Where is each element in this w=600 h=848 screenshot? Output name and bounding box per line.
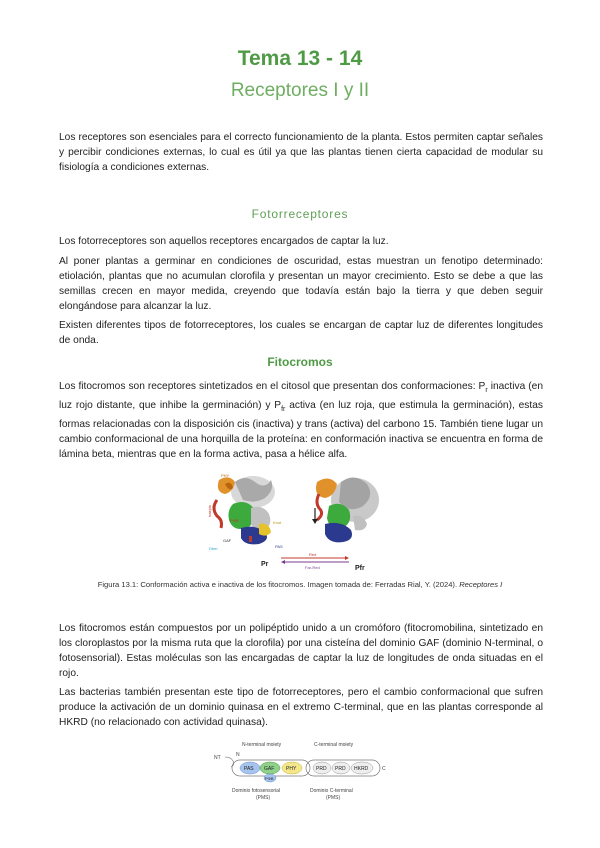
label-gaf: GAF	[223, 538, 232, 543]
pfr-structure	[312, 477, 379, 542]
label-dominio-fotosensorial: Dominio fotosensorial	[232, 788, 281, 794]
domain-hkrd: HKRD	[354, 766, 369, 772]
figure-1-caption: Figura 13.1: Conformación activa e inactiva de los fitocromos. Imagen tomada de: Ferradas Rial, Y. (2024). Receptores I	[97, 580, 503, 589]
domain-prd-1: PRD	[316, 766, 327, 772]
label-pms-right: (PMS)	[326, 795, 341, 801]
fitocromos-p3: Las bacterias también presentan este tipo de fotorreceptores, pero el cambio conformacional que sufren produce la activación de un dominio quinasa en el extremo C-terminal, que en las plantas corresponde al HKRD (no relacionado con actividad quinasa).	[59, 687, 543, 728]
fotorreceptores-p2: Al poner plantas a germinar en condiciones de oscuridad, estas muestran un fenotipo determinado: etiolación, plantas que no acumulan clorofila y presentan un mayor crecimiento. Esto se debe a que las semillas crecen en mayor medida, creyendo que todavía están bajo la tierra y que deben seguir elongándose para alcanzar la luz.	[59, 256, 543, 312]
domain-prd-2: PRD	[335, 766, 346, 772]
domain-gaf: GAF	[264, 766, 275, 772]
page-subtitle: Receptores I y II	[230, 80, 370, 101]
label-c-terminal-moiety: C-terminal moiety	[314, 742, 354, 748]
fitocromos-p2: Los fitocromos están compuestos por un polipéptido unido a un cromóforo (fitocromobilina, sintetizado en los cloroplastos por la misma ruta que la clorofila) por una cisteína del dominio GAF (dominio N-terminal, o fotosensorial). Estas moléculas son las encargadas de captar la luz de longitudes de onda situadas en el rojo.	[59, 623, 543, 679]
domain-phy: PHY	[286, 766, 297, 772]
label-dominio-c-terminal: Dominio C-terminal	[310, 788, 353, 794]
label-far-red: Far-Red	[305, 565, 320, 570]
fitocromos-p1: Los fitocromos son receptores sintetizados en el citosol que presentan dos conformaciones: $P_r$ inactiva (en luz rojo distante, que inhibe la germinación) y $P_{fr}$ activa (en luz roja, que estimula la germinación), estas formas relacionadas con la disposición cis (inactiva) y trans (activa) del carbono 15. También tiene lugar un cambio conformacional de una horquilla de la proteína: en conformación inactiva se encuentra en forma de lámina beta, mientras que en la forma activa, pasa a hélice alfa.	[59, 381, 543, 461]
fotorreceptores-p1: Los fotorreceptores son aquellos receptores encargados de captar la luz.	[59, 236, 389, 247]
label-pms-left: (PMS)	[256, 795, 271, 801]
heading-fotorreceptores: Fotorreceptores	[251, 207, 349, 221]
heading-fitocromos: Fitocromos	[267, 355, 333, 369]
domain-diagram	[212, 736, 392, 806]
domain-pbi: PΦB	[265, 776, 274, 781]
label-pr: Pr	[261, 561, 269, 568]
label-nt: NT	[214, 755, 221, 761]
label-phy: PHY	[221, 473, 230, 478]
label-pfr: Pfr	[355, 565, 365, 572]
pr-structure	[214, 476, 275, 544]
label-pbv: PΦB	[230, 518, 239, 523]
label-n-terminal-moiety: N-terminal moiety	[242, 742, 282, 748]
label-c: C	[382, 766, 386, 772]
label-knot: Knot	[273, 520, 282, 525]
label-n: N	[236, 752, 240, 758]
page-title: Tema 13 - 14	[237, 47, 363, 70]
label-dbm: Dbm	[209, 546, 218, 551]
label-hairpin: hairpin	[207, 504, 212, 517]
intro-paragraph: Los receptores son esenciales para el correcto funcionamiento de la planta. Estos permiten captar señales y percibir condiciones externas, lo cual es útil ya que las plantas tienen cierta capacidad de modular su fisiología a condiciones externas.	[59, 132, 543, 173]
label-pas: PAS	[275, 544, 283, 549]
domain-pas: PAS	[244, 766, 254, 772]
fotorreceptores-p3: Existen diferentes tipos de fotorreceptores, los cuales se encargan de captar luz de diferentes longitudes de onda.	[59, 320, 543, 346]
label-red: Red	[309, 552, 317, 557]
phytochrome-figure	[205, 470, 395, 577]
